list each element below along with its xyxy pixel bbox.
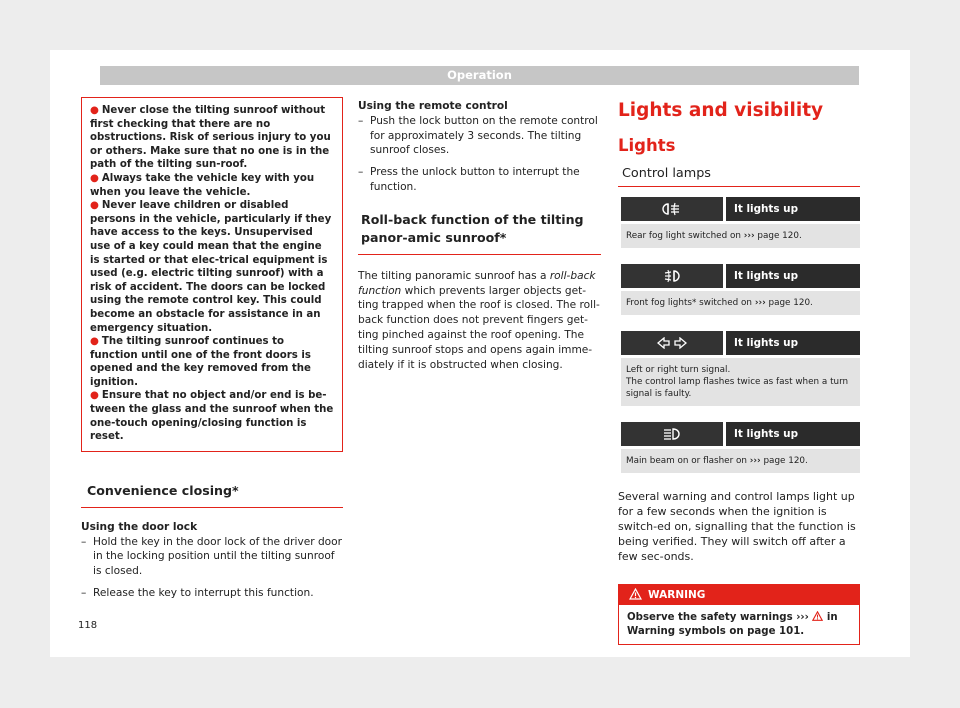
turn-signal-icon — [621, 331, 723, 355]
control-lamps-paragraph: Several warning and control lamps light up for a few seconds when the ignition is switch-ed on, signalling that the function is being verified. They will switch off after a few sec-onds. — [618, 490, 856, 563]
warning-triangle-icon — [812, 611, 823, 625]
lamp-description: Left or right turn signal. The control lamp flashes twice as fast when a turn signal is faulty. — [621, 358, 860, 406]
remote-step: – Push the lock button on the remote control for approximately 3 seconds. The tilting sunroof closes. — [358, 114, 598, 157]
heading-control-lamps: Control lamps — [618, 165, 860, 187]
roll-back-paragraph: The tilting panoramic sunroof has a roll-back function which prevents larger objects get-ting trapped when the roof is closed. The roll-back function does not prevent fingers get-ting pinched against the roof opening. The tilting sunroof stops and opens again imme-diately if it is obstructed when closing. — [358, 269, 600, 371]
safety-warning-box — [81, 97, 343, 452]
heading-lights-and-visibility: Lights and visibility — [618, 100, 824, 121]
warning-header: WARNING — [619, 585, 859, 605]
lamp-label: It lights up — [726, 197, 860, 221]
bullet-icon: ● — [90, 336, 99, 348]
warning-item: ● Ensure that no object and/or end is be-tween the glass and the sunroof when the one-touch opening/closing function is reset. — [90, 390, 334, 443]
lamp-label: It lights up — [726, 422, 860, 446]
door-lock-step: – Hold the key in the door lock of the driver door in the locking position until the tilting sunroof is closed. — [81, 535, 342, 578]
manual-page — [50, 50, 910, 657]
lamp-description: Main beam on or flasher on ››› page 120. — [621, 449, 860, 473]
lamp-description: Rear fog light switched on ››› page 120. — [621, 224, 860, 248]
lamp-label: It lights up — [726, 264, 860, 288]
bullet-icon: ● — [90, 105, 99, 116]
lamp-description: Front fog lights* switched on ››› page 120. — [621, 291, 860, 315]
main-beam-icon — [621, 422, 723, 446]
warning-text: Observe the safety warnings ››› in Warning symbols on page 101. — [627, 612, 838, 638]
lamp-front-fog — [618, 264, 860, 315]
page-header: Operation — [100, 66, 859, 85]
warning-item: ● Always take the vehicle key with you when you leave the vehicle. — [90, 172, 315, 198]
section-title-convenience-closing: Convenience closing* — [81, 482, 343, 508]
warning-item: ● Never leave children or disabled persons in the vehicle, particularly if they have access to the keys. Unsupervised use of a key could mean that the engine is started or that elec-trical equipment is used (e.g. electric tilting sunroof) with a risk of accident. The doors can be locked using the remote control key. This could become an obstacle for assistance in an emergency situation. — [90, 200, 332, 334]
bullet-icon: ● — [90, 200, 99, 212]
lamp-main-beam — [618, 422, 860, 473]
lamp-label: It lights up — [726, 331, 860, 355]
rear-fog-light-icon — [621, 197, 723, 221]
lamp-turn-signal — [618, 331, 860, 406]
heading-lights: Lights — [618, 136, 676, 155]
section-title-roll-back: Roll-back function of the tilting panor-amic sunroof* — [358, 211, 601, 255]
warning-box — [618, 584, 860, 645]
warning-triangle-icon — [629, 587, 642, 607]
right-column — [618, 99, 860, 645]
door-lock-title: Using the door lock — [81, 520, 198, 533]
front-fog-light-icon — [621, 264, 723, 288]
remote-control-title: Using the remote control — [358, 100, 508, 112]
door-lock-step: – Release the key to interrupt this function. — [81, 587, 314, 600]
lamp-rear-fog — [618, 197, 860, 248]
warning-item: ● The tilting sunroof continues to function until one of the front doors is opened and the key removed from the ignition. — [90, 336, 311, 388]
warning-item: ● Never close the tilting sunroof without first checking that there are no obstructions. Risk of serious injury to you or others. Make sure that no one is in the path of the tilting sun-roof. — [90, 105, 331, 171]
bullet-icon: ● — [90, 390, 99, 402]
left-column — [81, 97, 343, 601]
bullet-icon: ● — [90, 172, 99, 184]
page-number: 118 — [78, 620, 98, 631]
middle-column — [358, 99, 601, 372]
remote-step: – Press the unlock button to interrupt the function. — [358, 166, 580, 193]
